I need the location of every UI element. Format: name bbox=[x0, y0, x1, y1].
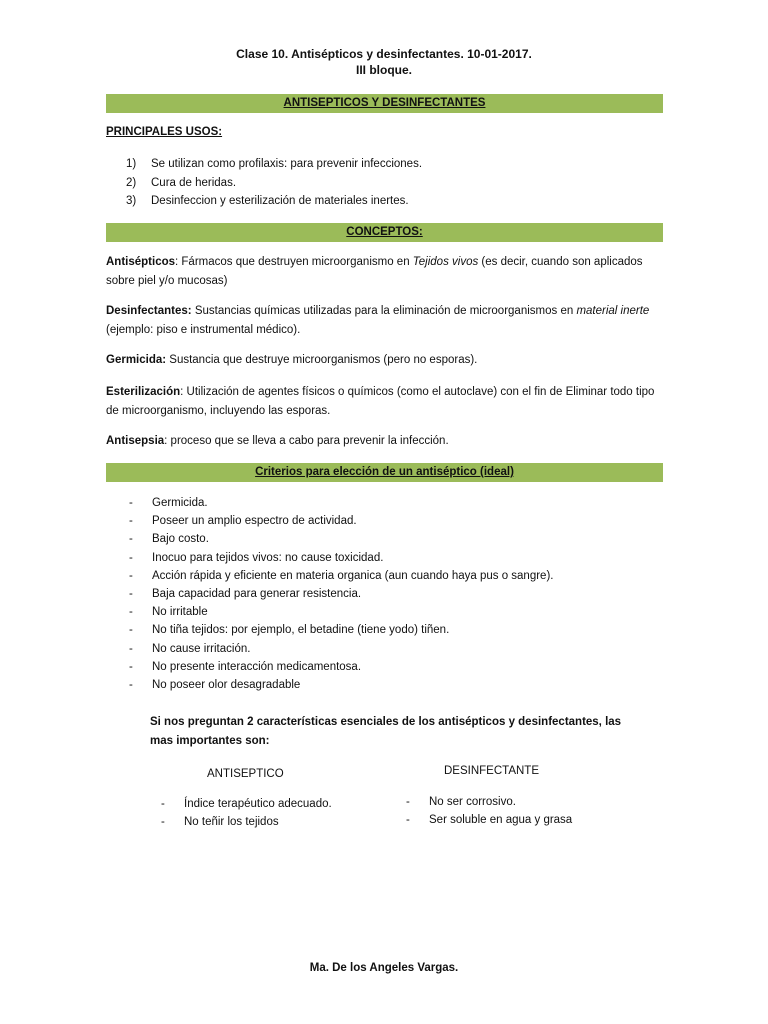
list-dash: - bbox=[161, 798, 165, 810]
list-item bbox=[138, 795, 388, 813]
list-item bbox=[106, 192, 666, 211]
desinfectante-list bbox=[383, 793, 663, 829]
list-dash: - bbox=[129, 497, 133, 509]
concept-term: Antisépticos bbox=[106, 256, 176, 268]
concept-text: (ejemplo: piso e instrumental médico). bbox=[106, 324, 301, 336]
list-dash: - bbox=[129, 606, 133, 619]
concept-term: Antisepsia bbox=[106, 435, 165, 447]
concept-antisepsia bbox=[106, 432, 666, 451]
concept-esterilizacion bbox=[106, 383, 666, 421]
concept-text: (es decir, cuando son aplicados sobre piel y/o mucosas) bbox=[106, 256, 643, 287]
list-item bbox=[106, 174, 666, 193]
list-text: Desinfeccion y esterilización de materiales inertes. bbox=[151, 195, 409, 207]
author-footer: Ma. De los Angeles Vargas. bbox=[309, 962, 459, 974]
concept-term: Esterilización bbox=[106, 386, 181, 398]
uses-list bbox=[106, 155, 666, 211]
list-item bbox=[106, 640, 666, 658]
section-band-criteria: Criterios para elección de un antiséptico (ideal) bbox=[106, 463, 663, 482]
list-text: Acción rápida y eficiente en materia organica (aun cuando haya pus o sangre). bbox=[152, 569, 554, 582]
list-item bbox=[106, 549, 666, 567]
list-item bbox=[106, 658, 666, 676]
concept-desinfectantes bbox=[106, 302, 666, 340]
desinfectante-heading: DESINFECTANTE bbox=[444, 765, 539, 777]
title-line-1: Clase 10. Antisépticos y desinfectantes. 10-01-2017. bbox=[236, 47, 532, 61]
list-dash: - bbox=[406, 796, 410, 808]
section-band-concepts: CONCEPTOS: bbox=[106, 223, 663, 242]
criteria-list bbox=[106, 494, 666, 694]
list-text: No tiña tejidos: por ejemplo, el betadine (tiene yodo) tiñen. bbox=[152, 624, 450, 637]
list-item bbox=[106, 676, 666, 694]
list-item bbox=[106, 494, 666, 512]
concept-text: : Utilización de agentes físicos o químicos (como el autoclave) con el fin de Eliminar todo tipo de microorganismo, incluyendo las esporas. bbox=[106, 386, 655, 417]
list-item bbox=[383, 811, 663, 829]
antiseptico-heading: ANTISEPTICO bbox=[207, 768, 284, 780]
list-item bbox=[383, 793, 663, 811]
list-text: Germicida. bbox=[152, 497, 208, 509]
list-number: 2) bbox=[126, 176, 137, 189]
list-text: No cause irritación. bbox=[152, 642, 251, 655]
list-item bbox=[106, 585, 666, 603]
concept-italic: Tejidos vivos bbox=[412, 256, 479, 268]
section-band-main: ANTISEPTICOS Y DESINFECTANTES bbox=[106, 94, 663, 113]
list-text: Inocuo para tejidos vivos: no cause toxicidad. bbox=[152, 551, 384, 564]
list-text: Baja capacidad para generar resistencia. bbox=[152, 587, 362, 600]
list-dash: - bbox=[129, 587, 133, 600]
list-text: Ser soluble en agua y grasa bbox=[429, 814, 573, 827]
concept-antisepticos bbox=[106, 253, 666, 291]
list-text: Índice terapéutico adecuado. bbox=[184, 798, 332, 810]
list-text: No presente interacción medicamentosa. bbox=[152, 660, 362, 673]
list-item bbox=[106, 512, 666, 530]
list-item bbox=[106, 567, 666, 585]
essential-question: Si nos preguntan 2 características esenciales de los antisépticos y desinfectantes, las mas importantes son: bbox=[150, 716, 622, 747]
uses-heading: PRINCIPALES USOS: bbox=[106, 126, 223, 138]
antiseptico-list bbox=[138, 795, 388, 831]
list-dash: - bbox=[129, 642, 133, 655]
list-dash: - bbox=[161, 816, 165, 829]
concept-text: Sustancias químicas utilizadas para la eliminación de microorganismos en bbox=[191, 305, 577, 317]
list-dash: - bbox=[129, 660, 133, 673]
list-item bbox=[106, 621, 666, 639]
document-title bbox=[0, 46, 768, 78]
list-dash: - bbox=[129, 515, 133, 528]
concept-germicida bbox=[106, 351, 666, 370]
list-dash: - bbox=[129, 533, 133, 546]
title-line-2: III bloque. bbox=[356, 63, 412, 77]
concept-term: Desinfectantes: bbox=[106, 305, 192, 317]
list-item bbox=[106, 530, 666, 548]
list-dash: - bbox=[129, 624, 133, 637]
concept-text: Sustancia que destruye microorganismos (pero no esporas). bbox=[166, 354, 478, 366]
list-text: No irritable bbox=[152, 606, 208, 619]
list-text: No teñir los tejidos bbox=[184, 816, 279, 829]
list-item bbox=[106, 155, 666, 174]
concept-text: : Fármacos que destruyen microorganismo en bbox=[175, 256, 413, 268]
concept-text: : proceso que se lleva a cabo para prevenir la infección. bbox=[164, 435, 449, 447]
list-item bbox=[138, 813, 388, 831]
list-text: No ser corrosivo. bbox=[429, 796, 516, 808]
list-item bbox=[106, 603, 666, 621]
list-dash: - bbox=[129, 569, 133, 582]
list-number: 3) bbox=[126, 195, 137, 207]
list-dash: - bbox=[129, 551, 133, 564]
list-dash: - bbox=[129, 678, 133, 691]
list-text: Se utilizan como profilaxis: para prevenir infecciones. bbox=[151, 158, 423, 170]
list-number: 1) bbox=[126, 158, 137, 170]
list-text: Cura de heridas. bbox=[151, 176, 237, 189]
list-text: Bajo costo. bbox=[152, 533, 209, 546]
concept-term: Germicida: bbox=[106, 354, 167, 366]
concept-italic: material inerte bbox=[576, 305, 650, 317]
list-text: No poseer olor desagradable bbox=[152, 678, 301, 691]
list-text: Poseer un amplio espectro de actividad. bbox=[152, 515, 357, 528]
list-dash: - bbox=[406, 814, 410, 827]
